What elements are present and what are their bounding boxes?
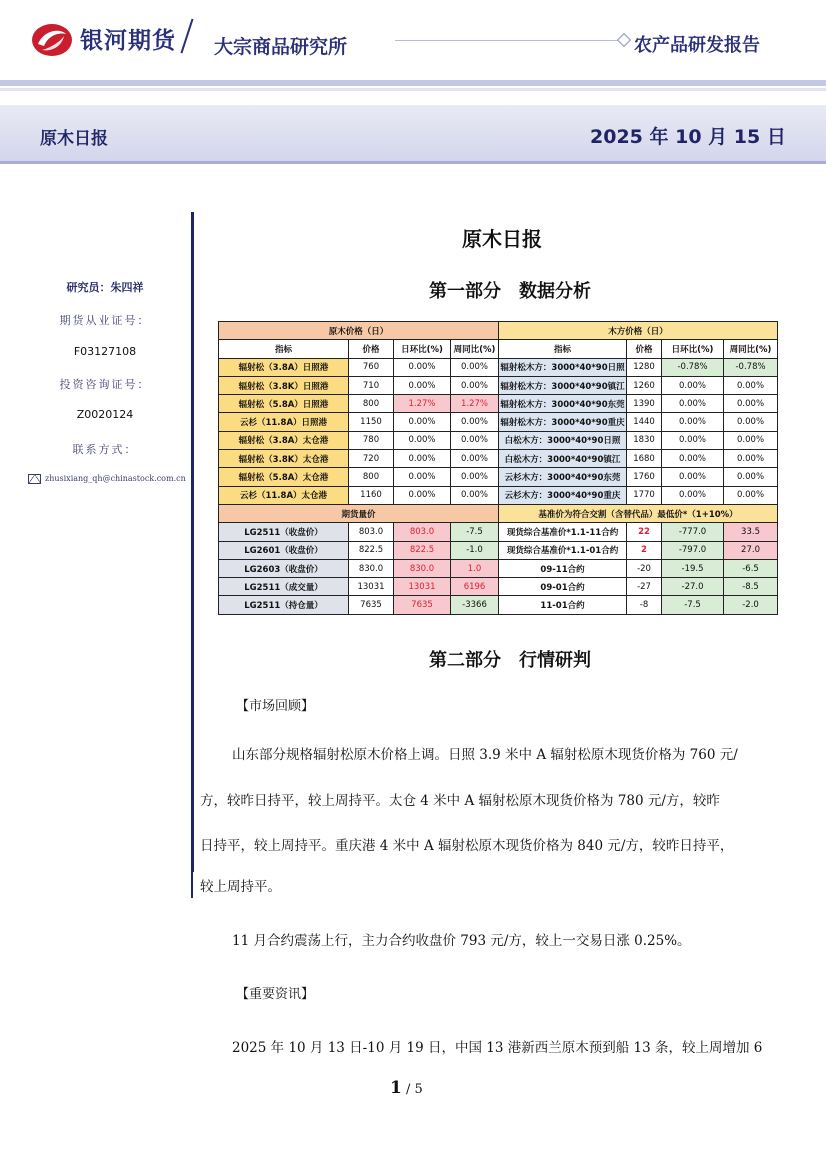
wood-price: 1680 bbox=[627, 450, 662, 468]
basis-value: -20 bbox=[627, 559, 662, 577]
page-separator: / bbox=[401, 1082, 415, 1097]
wood-wow: 0.00% bbox=[724, 486, 778, 504]
header-indicator: 指标 bbox=[219, 340, 349, 358]
table-row bbox=[219, 596, 778, 614]
header-stripe-thin bbox=[0, 88, 826, 91]
wood-name: 云杉木方：3000*40*90重庆 bbox=[499, 486, 627, 504]
log-price: 780 bbox=[349, 431, 394, 449]
log-price: 800 bbox=[349, 468, 394, 486]
wood-dod: 0.00% bbox=[662, 395, 724, 413]
log-wow: 0.00% bbox=[451, 413, 499, 431]
section-data-analysis: 第一部分 数据分析 bbox=[429, 281, 591, 302]
log-wow: 0.00% bbox=[451, 486, 499, 504]
log-name: 辐射松（3.8A）太仓港 bbox=[219, 431, 349, 449]
wood-wow: 0.00% bbox=[724, 395, 778, 413]
table-subtitle-row bbox=[219, 504, 778, 522]
log-price: 720 bbox=[349, 450, 394, 468]
report-date: 2025 年 10 月 15 日 bbox=[590, 126, 786, 148]
basis-value: 2 bbox=[627, 541, 662, 559]
futures-name: LG2603（收盘价） bbox=[219, 559, 349, 577]
wood-name: 白松木方：3000*40*90日照 bbox=[499, 431, 627, 449]
log-price: 710 bbox=[349, 376, 394, 394]
email-address[interactable]: zhusixiang_qh@chinastock.com.cn bbox=[45, 474, 186, 483]
table-header-row bbox=[219, 340, 778, 358]
log-wow: 0.00% bbox=[451, 358, 499, 376]
sidebar-divider bbox=[191, 212, 194, 872]
table-row bbox=[219, 486, 778, 504]
wood-dod: -0.78% bbox=[662, 358, 724, 376]
wood-dod: 0.00% bbox=[662, 450, 724, 468]
header-divider bbox=[180, 19, 193, 54]
consult-number: Z0020124 bbox=[76, 408, 134, 421]
researcher-name: 研究员：朱四祥 bbox=[66, 281, 144, 294]
log-dod: 0.00% bbox=[394, 358, 451, 376]
wood-dod: 0.00% bbox=[662, 413, 724, 431]
page-number bbox=[390, 1078, 423, 1098]
log-price: 760 bbox=[349, 358, 394, 376]
basis-value: -8 bbox=[627, 596, 662, 614]
document-title: 原木日报 bbox=[462, 227, 542, 251]
futures-title: 期货量价 bbox=[219, 504, 499, 522]
futures-name: LG2511（收盘价） bbox=[219, 523, 349, 541]
futures-name: LG2601（收盘价） bbox=[219, 541, 349, 559]
log-wow: 0.00% bbox=[451, 376, 499, 394]
log-name: 辐射松（3.8K）太仓港 bbox=[219, 450, 349, 468]
table-title-row bbox=[219, 322, 778, 340]
wood-name: 辐射松木方：3000*40*90镇江 bbox=[499, 376, 627, 394]
basis-name: 现货综合基准价*1.1-01合约 bbox=[499, 541, 627, 559]
galaxy-logo-icon bbox=[30, 22, 74, 58]
mail-icon bbox=[28, 474, 41, 484]
futures-value-2: 13031 bbox=[394, 578, 451, 596]
market-review-line: 日持平，较上周持平。重庆港 4 米中 A 辐射松原木现货价格为 840 元/方，较昨日持平， bbox=[200, 838, 734, 854]
log-wow: 0.00% bbox=[451, 468, 499, 486]
log-name: 云杉（11.8A）太仓港 bbox=[219, 486, 349, 504]
table-row bbox=[219, 450, 778, 468]
log-price: 1150 bbox=[349, 413, 394, 431]
basis-wow: 33.5 bbox=[724, 523, 778, 541]
header-wow: 周同比(%) bbox=[451, 340, 499, 358]
current-page: 1 bbox=[390, 1078, 402, 1098]
futures-value: 7635 bbox=[349, 596, 394, 614]
wood-price: 1440 bbox=[627, 413, 662, 431]
basis-wow: -6.5 bbox=[724, 559, 778, 577]
basis-name: 11-01合约 bbox=[499, 596, 627, 614]
log-dod: 0.00% bbox=[394, 468, 451, 486]
basis-dod: -27.0 bbox=[662, 578, 724, 596]
log-price: 800 bbox=[349, 395, 394, 413]
wood-wow: -0.78% bbox=[724, 358, 778, 376]
header-rule bbox=[395, 40, 620, 41]
table-row bbox=[219, 413, 778, 431]
news-line: 2025 年 10 月 13 日-10 月 19 日，中国 13 港新西兰原木预到船 13 条，较上周增加 6 bbox=[232, 1040, 763, 1056]
wood-name: 辐射松木方：3000*40*90东莞 bbox=[499, 395, 627, 413]
basis-title: 基准价为符合交割（含替代品）最低价*（1+10%） bbox=[499, 504, 778, 522]
market-review-line: 山东部分规格辐射松原木价格上调。日照 3.9 米中 A 辐射松原木现货价格为 760 元/ bbox=[232, 747, 738, 763]
table-row bbox=[219, 541, 778, 559]
wood-wow: 0.00% bbox=[724, 431, 778, 449]
total-pages: 5 bbox=[414, 1082, 423, 1097]
futures-change: -3366 bbox=[451, 596, 499, 614]
basis-dod: -19.5 bbox=[662, 559, 724, 577]
futures-value-2: 7635 bbox=[394, 596, 451, 614]
header-dod: 日环比(%) bbox=[394, 340, 451, 358]
log-name: 云杉（11.8A）日照港 bbox=[219, 413, 349, 431]
section-market-analysis: 第二部分 行情研判 bbox=[429, 650, 591, 671]
table-row bbox=[219, 376, 778, 394]
basis-name: 现货综合基准价*1.1-11合约 bbox=[499, 523, 627, 541]
basis-name: 09-01合约 bbox=[499, 578, 627, 596]
table-row bbox=[219, 578, 778, 596]
basis-value: 22 bbox=[627, 523, 662, 541]
email-row[interactable] bbox=[28, 474, 186, 484]
table-row bbox=[219, 523, 778, 541]
brand-name: 银河期货 bbox=[80, 28, 176, 54]
header-wow: 周同比(%) bbox=[724, 340, 778, 358]
log-dod: 0.00% bbox=[394, 450, 451, 468]
futures-name: LG2511（成交量） bbox=[219, 578, 349, 596]
wood-name: 辐射松木方：3000*40*90重庆 bbox=[499, 413, 627, 431]
futures-value-2: 822.5 bbox=[394, 541, 451, 559]
consult-label: 投资咨询证号： bbox=[59, 378, 151, 391]
report-name: 原木日报 bbox=[40, 129, 108, 149]
wood-wow: 0.00% bbox=[724, 450, 778, 468]
market-review-line: 方，较昨日持平，较上周持平。太仓 4 米中 A 辐射松原木现货价格为 780 元/方，较昨 bbox=[200, 793, 720, 809]
institute-name: 大宗商品研究所 bbox=[214, 36, 348, 58]
news-tag: 【重要资讯】 bbox=[236, 987, 315, 1002]
wood-price: 1770 bbox=[627, 486, 662, 504]
log-wow: 0.00% bbox=[451, 450, 499, 468]
log-name: 辐射松（5.8A）太仓港 bbox=[219, 468, 349, 486]
license-label: 期货从业证号： bbox=[59, 314, 151, 327]
diamond-icon bbox=[617, 33, 631, 47]
basis-dod: -7.5 bbox=[662, 596, 724, 614]
table-row bbox=[219, 395, 778, 413]
header-price: 价格 bbox=[349, 340, 394, 358]
wood-wow: 0.00% bbox=[724, 376, 778, 394]
futures-value-2: 830.0 bbox=[394, 559, 451, 577]
wood-price: 1760 bbox=[627, 468, 662, 486]
table-row bbox=[219, 559, 778, 577]
log-dod: 0.00% bbox=[394, 376, 451, 394]
license-number: F03127108 bbox=[73, 345, 137, 358]
wood-dod: 0.00% bbox=[662, 486, 724, 504]
basis-name: 09-11合约 bbox=[499, 559, 627, 577]
futures-change: 6196 bbox=[451, 578, 499, 596]
contact-label: 联系方式： bbox=[72, 443, 138, 456]
price-table bbox=[218, 321, 778, 615]
market-review-contract: 11 月合约震荡上行，主力合约收盘价 793 元/方，较上一交易日涨 0.25%。 bbox=[232, 933, 691, 949]
table-row bbox=[219, 431, 778, 449]
basis-dod: -777.0 bbox=[662, 523, 724, 541]
table-row bbox=[219, 468, 778, 486]
wood-dod: 0.00% bbox=[662, 376, 724, 394]
report-type: 农产品研发报告 bbox=[634, 35, 760, 56]
basis-value: -27 bbox=[627, 578, 662, 596]
futures-value: 830.0 bbox=[349, 559, 394, 577]
wood-dod: 0.00% bbox=[662, 468, 724, 486]
wood-dod: 0.00% bbox=[662, 431, 724, 449]
basis-wow: 27.0 bbox=[724, 541, 778, 559]
wood-wow: 0.00% bbox=[724, 413, 778, 431]
wood-price: 1830 bbox=[627, 431, 662, 449]
basis-dod: -797.0 bbox=[662, 541, 724, 559]
log-price-title: 原木价格（日） bbox=[219, 322, 499, 340]
wood-name: 辐射松木方：3000*40*90日照 bbox=[499, 358, 627, 376]
market-review-line: 较上周持平。 bbox=[200, 879, 281, 895]
futures-value-2: 803.0 bbox=[394, 523, 451, 541]
wood-wow: 0.00% bbox=[724, 468, 778, 486]
futures-name: LG2511（持仓量） bbox=[219, 596, 349, 614]
log-wow: 1.27% bbox=[451, 395, 499, 413]
wood-name: 云杉木方：3000*40*90东莞 bbox=[499, 468, 627, 486]
title-bar-border bbox=[0, 161, 826, 164]
log-name: 辐射松（5.8A）日照港 bbox=[219, 395, 349, 413]
header-indicator: 指标 bbox=[499, 340, 627, 358]
futures-change: -1.0 bbox=[451, 541, 499, 559]
log-dod: 0.00% bbox=[394, 431, 451, 449]
log-name: 辐射松（3.8K）日照港 bbox=[219, 376, 349, 394]
header-price: 价格 bbox=[627, 340, 662, 358]
market-review-tag: 【市场回顾】 bbox=[236, 699, 315, 714]
header-stripe bbox=[0, 80, 826, 86]
log-dod: 0.00% bbox=[394, 486, 451, 504]
log-dod: 1.27% bbox=[394, 395, 451, 413]
log-dod: 0.00% bbox=[394, 413, 451, 431]
basis-wow: -2.0 bbox=[724, 596, 778, 614]
futures-value: 13031 bbox=[349, 578, 394, 596]
futures-value: 803.0 bbox=[349, 523, 394, 541]
wood-name: 白松木方：3000*40*90镇江 bbox=[499, 450, 627, 468]
table-row bbox=[219, 358, 778, 376]
futures-change: -7.5 bbox=[451, 523, 499, 541]
log-wow: 0.00% bbox=[451, 431, 499, 449]
wood-price: 1280 bbox=[627, 358, 662, 376]
futures-value: 822.5 bbox=[349, 541, 394, 559]
basis-wow: -8.5 bbox=[724, 578, 778, 596]
futures-change: 1.0 bbox=[451, 559, 499, 577]
wood-price: 1390 bbox=[627, 395, 662, 413]
wood-price: 1260 bbox=[627, 376, 662, 394]
wood-price-title: 木方价格（日） bbox=[499, 322, 778, 340]
header-dod: 日环比(%) bbox=[662, 340, 724, 358]
log-name: 辐射松（3.8A）日照港 bbox=[219, 358, 349, 376]
sidebar-divider-tail bbox=[191, 872, 193, 898]
log-price: 1160 bbox=[349, 486, 394, 504]
